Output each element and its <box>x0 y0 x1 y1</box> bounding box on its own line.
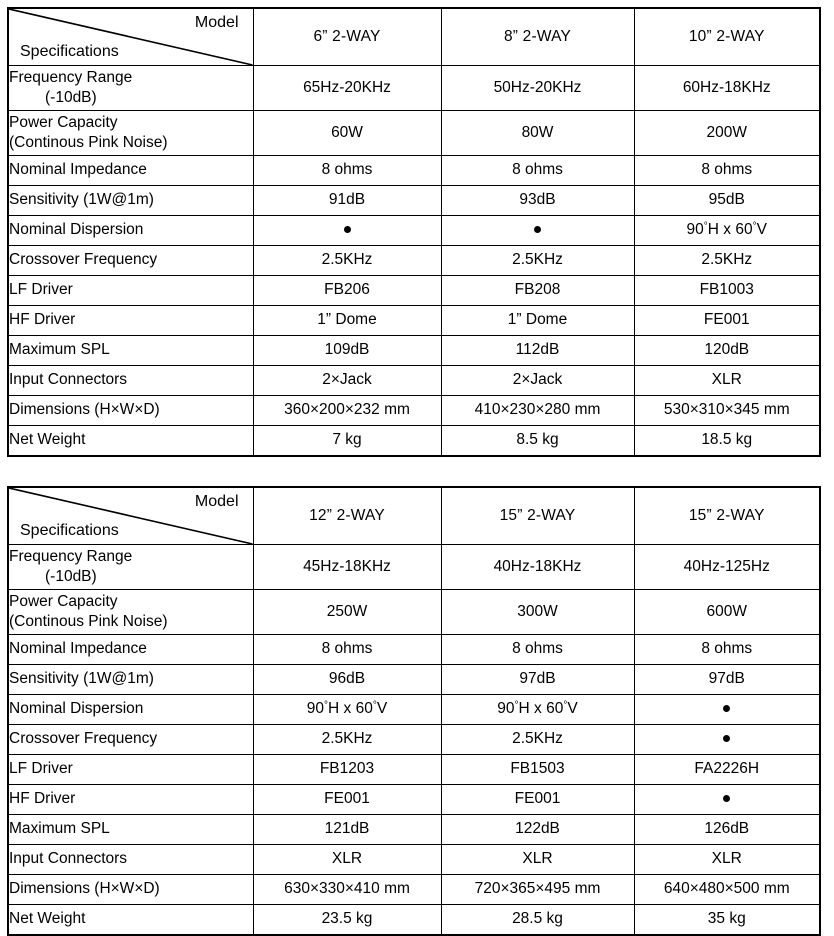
cell-hf-driver-1: 1” Dome <box>253 306 441 336</box>
cell-power-capacity-3: 600W <box>634 590 820 635</box>
table-row-sensitivity <box>8 665 820 695</box>
table-row-input-connectors <box>8 366 820 396</box>
row-label-maximum-spl: Maximum SPL <box>8 815 253 845</box>
row-label-hf-driver: HF Driver <box>8 306 253 336</box>
row-label-line2: (Continous Pink Noise) <box>9 613 168 630</box>
row-label-maximum-spl: Maximum SPL <box>8 336 253 366</box>
row-label-line1: Frequency Range <box>9 548 133 566</box>
row-label-nominal-dispersion: Nominal Dispersion <box>8 216 253 246</box>
row-label-crossover-frequency: Crossover Frequency <box>8 246 253 276</box>
model-axis-label: Model <box>194 493 239 510</box>
table-row-hf-driver <box>8 306 820 336</box>
cell-crossover-frequency-2: 2.5KHz <box>441 725 634 755</box>
cell-frequency-range-3: 40Hz-125Hz <box>634 545 820 590</box>
cell-crossover-frequency-3 <box>634 725 820 755</box>
specifications-table-1 <box>7 7 821 457</box>
corner-header-cell <box>8 487 253 545</box>
cell-lf-driver-2: FB1503 <box>441 755 634 785</box>
cell-power-capacity-3: 200W <box>634 111 820 156</box>
degree-symbol: ° <box>324 700 329 712</box>
cell-power-capacity-2: 300W <box>441 590 634 635</box>
row-label-sensitivity: Sensitivity (1W@1m) <box>8 665 253 695</box>
specifications-table-2 <box>7 486 821 936</box>
cell-nominal-dispersion-3 <box>634 695 820 725</box>
cell-frequency-range-3: 60Hz-18KHz <box>634 66 820 111</box>
table-row-sensitivity <box>8 186 820 216</box>
table-row-frequency-range <box>8 66 820 111</box>
table-row-hf-driver <box>8 785 820 815</box>
cell-power-capacity-2: 80W <box>441 111 634 156</box>
table-row-dimensions <box>8 875 820 905</box>
specifications-axis-label: Specifications <box>20 521 119 539</box>
cell-dimensions-1: 360×200×232 mm <box>253 396 441 426</box>
row-label-line2: (-10dB) <box>45 89 97 106</box>
table-row-net-weight <box>8 426 820 457</box>
table-row-nominal-dispersion <box>8 216 820 246</box>
cell-hf-driver-3: FE001 <box>634 306 820 336</box>
cell-nominal-dispersion-3: 90°H x 60°V <box>634 216 820 246</box>
degree-symbol: ° <box>372 700 377 712</box>
row-label-net-weight: Net Weight <box>8 426 253 457</box>
row-label-net-weight: Net Weight <box>8 905 253 936</box>
row-label-line1: Frequency Range <box>9 69 133 87</box>
cell-power-capacity-1: 250W <box>253 590 441 635</box>
bullet-dot-icon <box>344 226 351 233</box>
cell-dimensions-1: 630×330×410 mm <box>253 875 441 905</box>
row-label-sensitivity: Sensitivity (1W@1m) <box>8 186 253 216</box>
row-label-dimensions: Dimensions (H×W×D) <box>8 875 253 905</box>
cell-dimensions-2: 720×365×495 mm <box>441 875 634 905</box>
cell-hf-driver-1: FE001 <box>253 785 441 815</box>
cell-nominal-dispersion-1 <box>253 216 441 246</box>
row-label-crossover-frequency: Crossover Frequency <box>8 725 253 755</box>
degree-symbol: ° <box>514 700 519 712</box>
row-label-hf-driver: HF Driver <box>8 785 253 815</box>
cell-nominal-dispersion-2: 90°H x 60°V <box>441 695 634 725</box>
cell-sensitivity-2: 93dB <box>441 186 634 216</box>
table-row-maximum-spl <box>8 815 820 845</box>
row-label-frequency-range <box>8 66 253 111</box>
table-header-row <box>8 487 820 545</box>
row-label-dimensions: Dimensions (H×W×D) <box>8 396 253 426</box>
cell-maximum-spl-2: 112dB <box>441 336 634 366</box>
bullet-dot-icon <box>723 795 730 802</box>
cell-net-weight-1: 23.5 kg <box>253 905 441 936</box>
degree-symbol: ° <box>703 221 708 233</box>
cell-nominal-impedance-1: 8 ohms <box>253 156 441 186</box>
row-label-frequency-range <box>8 545 253 590</box>
row-label-line2: (Continous Pink Noise) <box>9 134 168 151</box>
cell-sensitivity-3: 95dB <box>634 186 820 216</box>
cell-input-connectors-3: XLR <box>634 845 820 875</box>
cell-lf-driver-1: FB206 <box>253 276 441 306</box>
cell-crossover-frequency-1: 2.5KHz <box>253 725 441 755</box>
table-row-power-capacity <box>8 590 820 635</box>
degree-symbol: ° <box>752 221 757 233</box>
model-header-1: 6” 2-WAY <box>253 8 441 66</box>
cell-lf-driver-1: FB1203 <box>253 755 441 785</box>
cell-hf-driver-2: 1” Dome <box>441 306 634 336</box>
cell-maximum-spl-2: 122dB <box>441 815 634 845</box>
cell-nominal-impedance-3: 8 ohms <box>634 156 820 186</box>
row-label-power-capacity <box>8 111 253 156</box>
cell-sensitivity-1: 96dB <box>253 665 441 695</box>
cell-nominal-impedance-1: 8 ohms <box>253 635 441 665</box>
model-header-3: 10” 2-WAY <box>634 8 820 66</box>
cell-dimensions-3: 640×480×500 mm <box>634 875 820 905</box>
cell-frequency-range-2: 40Hz-18KHz <box>441 545 634 590</box>
cell-input-connectors-1: 2×Jack <box>253 366 441 396</box>
row-label-power-capacity <box>8 590 253 635</box>
cell-maximum-spl-1: 109dB <box>253 336 441 366</box>
cell-frequency-range-1: 65Hz-20KHz <box>253 66 441 111</box>
specifications-axis-label: Specifications <box>20 42 119 60</box>
cell-frequency-range-1: 45Hz-18KHz <box>253 545 441 590</box>
bullet-dot-icon <box>723 705 730 712</box>
cell-frequency-range-2: 50Hz-20KHz <box>441 66 634 111</box>
cell-net-weight-3: 35 kg <box>634 905 820 936</box>
row-label-line1: Power Capacity <box>9 593 118 611</box>
cell-hf-driver-2: FE001 <box>441 785 634 815</box>
table-row-nominal-impedance <box>8 156 820 186</box>
model-header-3: 15” 2-WAY <box>634 487 820 545</box>
cell-dimensions-3: 530×310×345 mm <box>634 396 820 426</box>
table-row-maximum-spl <box>8 336 820 366</box>
cell-lf-driver-2: FB208 <box>441 276 634 306</box>
row-label-nominal-dispersion: Nominal Dispersion <box>8 695 253 725</box>
row-label-lf-driver: LF Driver <box>8 276 253 306</box>
cell-maximum-spl-1: 121dB <box>253 815 441 845</box>
cell-lf-driver-3: FB1003 <box>634 276 820 306</box>
cell-input-connectors-2: 2×Jack <box>441 366 634 396</box>
cell-crossover-frequency-2: 2.5KHz <box>441 246 634 276</box>
corner-header-cell <box>8 8 253 66</box>
row-label-input-connectors: Input Connectors <box>8 845 253 875</box>
row-label-input-connectors: Input Connectors <box>8 366 253 396</box>
row-label-lf-driver: LF Driver <box>8 755 253 785</box>
cell-input-connectors-1: XLR <box>253 845 441 875</box>
cell-net-weight-2: 28.5 kg <box>441 905 634 936</box>
table-row-power-capacity <box>8 111 820 156</box>
table-header-row <box>8 8 820 66</box>
row-label-line1: Power Capacity <box>9 114 118 132</box>
table-row-dimensions <box>8 396 820 426</box>
cell-power-capacity-1: 60W <box>253 111 441 156</box>
cell-input-connectors-3: XLR <box>634 366 820 396</box>
cell-sensitivity-2: 97dB <box>441 665 634 695</box>
cell-net-weight-1: 7 kg <box>253 426 441 457</box>
cell-net-weight-3: 18.5 kg <box>634 426 820 457</box>
table-row-nominal-impedance <box>8 635 820 665</box>
cell-nominal-impedance-2: 8 ohms <box>441 156 634 186</box>
cell-maximum-spl-3: 120dB <box>634 336 820 366</box>
cell-lf-driver-3: FA2226H <box>634 755 820 785</box>
cell-nominal-dispersion-2 <box>441 216 634 246</box>
cell-hf-driver-3 <box>634 785 820 815</box>
cell-dimensions-2: 410×230×280 mm <box>441 396 634 426</box>
cell-sensitivity-3: 97dB <box>634 665 820 695</box>
cell-input-connectors-2: XLR <box>441 845 634 875</box>
model-axis-label: Model <box>194 14 239 31</box>
table-row-lf-driver <box>8 276 820 306</box>
model-header-2: 8” 2-WAY <box>441 8 634 66</box>
row-label-nominal-impedance: Nominal Impedance <box>8 635 253 665</box>
cell-crossover-frequency-1: 2.5KHz <box>253 246 441 276</box>
cell-nominal-impedance-2: 8 ohms <box>441 635 634 665</box>
cell-sensitivity-1: 91dB <box>253 186 441 216</box>
cell-maximum-spl-3: 126dB <box>634 815 820 845</box>
cell-net-weight-2: 8.5 kg <box>441 426 634 457</box>
table-row-frequency-range <box>8 545 820 590</box>
table-row-net-weight <box>8 905 820 936</box>
cell-nominal-dispersion-1: 90°H x 60°V <box>253 695 441 725</box>
row-label-nominal-impedance: Nominal Impedance <box>8 156 253 186</box>
degree-symbol: ° <box>563 700 568 712</box>
bullet-dot-icon <box>534 226 541 233</box>
table-row-input-connectors <box>8 845 820 875</box>
bullet-dot-icon <box>723 735 730 742</box>
model-header-1: 12” 2-WAY <box>253 487 441 545</box>
cell-nominal-impedance-3: 8 ohms <box>634 635 820 665</box>
row-label-line2: (-10dB) <box>45 568 97 585</box>
table-row-crossover-frequency <box>8 725 820 755</box>
table-row-lf-driver <box>8 755 820 785</box>
table-row-crossover-frequency <box>8 246 820 276</box>
table-row-nominal-dispersion <box>8 695 820 725</box>
cell-crossover-frequency-3: 2.5KHz <box>634 246 820 276</box>
model-header-2: 15” 2-WAY <box>441 487 634 545</box>
